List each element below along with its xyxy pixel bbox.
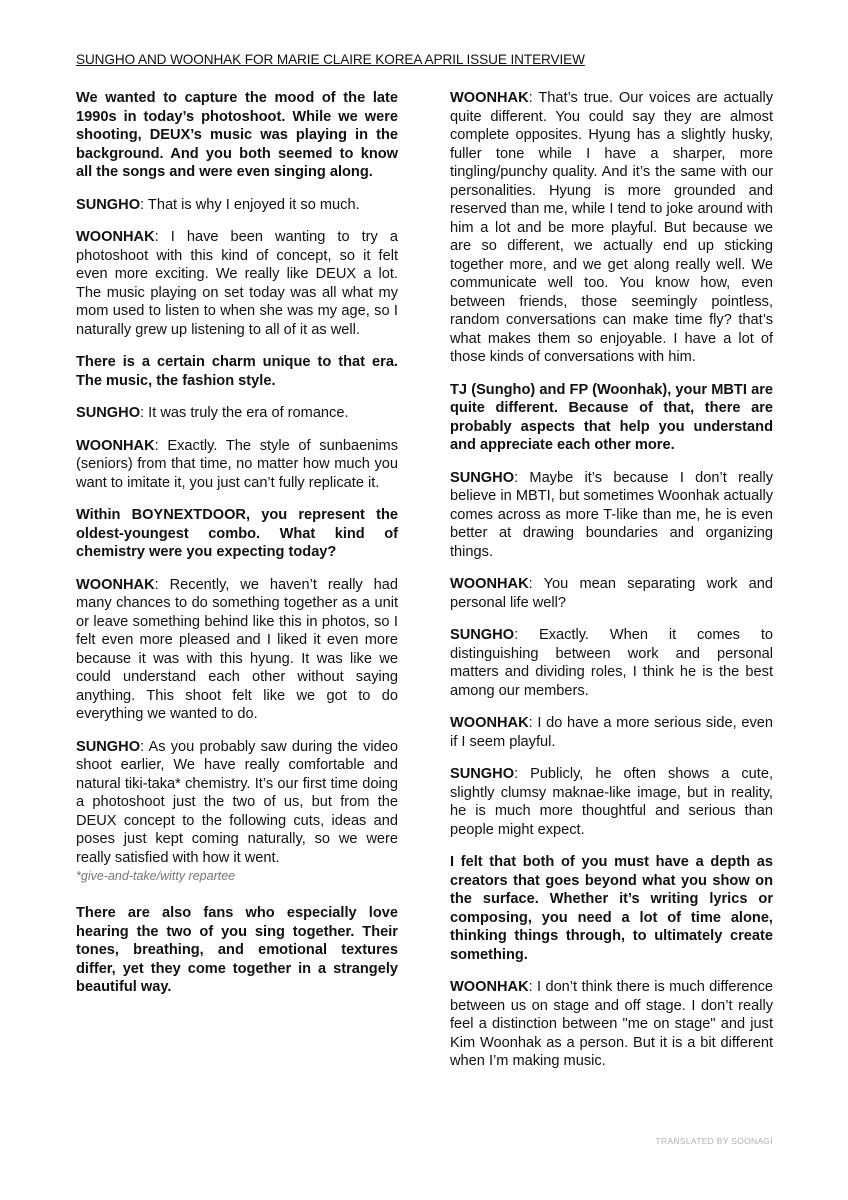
- answer-text: : Recently, we haven’t really had many chances to do something together as a unit or leave something behind like this in photos, so I felt even more pleased and I liked it even more because it was with this hyung. It was like we could understand each other without saying anything. This shoot felt like we got to do everything we wanted to do.: [76, 576, 398, 722]
- answer-paragraph: [76, 196, 398, 215]
- answer-paragraph: [450, 469, 773, 562]
- speaker-name: SUNGHO: [450, 469, 515, 486]
- answer-paragraph: [450, 978, 773, 1071]
- answer-text: : That is why I enjoyed it so much.: [140, 196, 360, 213]
- speaker-name: SUNGHO: [76, 196, 141, 213]
- answer-paragraph: [450, 626, 773, 700]
- answer-text: : Exactly. When it comes to distinguishing between work and personal matters and dividing roles, I think he is the best among our members.: [450, 627, 773, 699]
- question-paragraph: There is a certain charm unique to that era. The music, the fashion style.: [76, 354, 398, 389]
- speaker-name: WOONHAK: [450, 90, 529, 106]
- answer-text: : As you probably saw during the video shoot earlier, We have really comfortable and natural tiki-taka* chemistry. It’s our first time doing a photoshoot just the two of us, but from the DEUX concept to the following cuts, ideas and poses just kept coming naturally, so we were really satisfied with how it went.: [76, 738, 398, 866]
- speaker-name: WOONHAK: [76, 576, 155, 593]
- answer-paragraph: [76, 228, 398, 339]
- speaker-name: WOONHAK: [450, 576, 529, 592]
- question-paragraph: TJ (Sungho) and FP (Woonhak), your MBTI are quite different. Because of that, there are probably aspects that help you understand and appreciate each other more.: [450, 381, 773, 453]
- speaker-name: WOONHAK: [450, 979, 529, 995]
- answer-paragraph: [450, 765, 773, 839]
- question-paragraph: We wanted to capture the mood of the late 1990s in today’s photoshoot. While we were shooting, DEUX’s music was playing in the background. And you both seemed to know all the songs and were even singing along.: [76, 90, 398, 180]
- answer-text: : I do have a more serious side, even if I seem playful.: [450, 715, 773, 750]
- speaker-name: SUNGHO: [450, 766, 515, 782]
- answer-paragraph: [450, 89, 773, 367]
- answer-text: : Publicly, he often shows a cute, slightly clumsy maknae-like image, but in reality, he is much more thoughtful and serious than people might expect.: [450, 766, 773, 838]
- question-paragraph: I felt that both of you must have a depth as creators that goes beyond what you show on the surface. Whether it’s writing lyrics or composing, you need a lot of time alone, thinking things through, to ultimately create something.: [450, 854, 773, 963]
- speaker-name: SUNGHO: [76, 405, 141, 421]
- answer-text: : Exactly. The style of sunbaenims (seniors) from that time, no matter how much you want to imitate it, you just can’t fully replicate it.: [76, 437, 398, 491]
- left-column: [76, 89, 398, 1011]
- speaker-name: WOONHAK: [76, 437, 155, 454]
- right-column: [450, 89, 773, 1085]
- answer-text: : It was truly the era of romance.: [140, 405, 349, 421]
- footnote: *give-and-take/witty repartee: [76, 869, 236, 883]
- speaker-name: WOONHAK: [76, 229, 155, 245]
- answer-text: : You mean separating work and personal life well?: [450, 576, 773, 611]
- answer-text: : That’s true. Our voices are actually quite different. You could say they are almost complete opposites. Hyung has a slightly husky, fuller tone while I have a sharper, more tingling/punchy quality. And it’s the same with our personalities. Hyung is more grounded and reserved than me, while I tend to joke around with him a lot and be more playful. But because we are so different, we actually end up sticking together more, and we get along really well. We communicate well too. You know how, even between friends, those seemingly pointless, random conversations can make time fly? that’s what makes them so enjoyable. I have a lot of those kinds of conversations with him.: [450, 90, 773, 365]
- speaker-name: WOONHAK: [450, 715, 529, 731]
- question-paragraph: There are also fans who especially love hearing the two of you sing together. Their tones, breathing, and emotional textures differ, yet they come together in a strangely beautiful way.: [76, 905, 398, 995]
- answer-paragraph: [76, 437, 398, 493]
- speaker-name: SUNGHO: [450, 627, 515, 643]
- answer-text: : I don’t think there is much difference between us on stage and off stage. I don’t really feel a distinction between "me on stage" and just Kim Woonhak as a person. But it is a bit different when I’m making music.: [450, 979, 773, 1069]
- answer-paragraph: [76, 576, 398, 724]
- answer-text: : Maybe it’s because I don’t really believe in MBTI, but sometimes Woonhak actually comes across as more T-like than me, he is even better at drawing boundaries and organizing things.: [450, 469, 773, 560]
- answer-paragraph: [450, 714, 773, 751]
- speaker-name: SUNGHO: [76, 738, 141, 755]
- question-paragraph: Within BOYNEXTDOOR, you represent the oldest-youngest combo. What kind of chemistry were you expecting today?: [76, 507, 398, 560]
- translator-credit: TRANSLATED BY SOONAGI: [655, 1136, 773, 1146]
- answer-paragraph: [450, 575, 773, 612]
- answer-paragraph: [76, 404, 398, 423]
- answer-paragraph: [76, 738, 398, 868]
- page-title: SUNGHO AND WOONHAK FOR MARIE CLAIRE KOREA APRIL ISSUE INTERVIEW: [76, 52, 585, 67]
- answer-text: : I have been wanting to try a photoshoot with this kind of concept, so it felt even more exciting. We really like DEUX a lot. The music playing on set today was all what my mom used to listen to when she was my age, so I naturally grew up listening to all of it as well.: [76, 229, 398, 338]
